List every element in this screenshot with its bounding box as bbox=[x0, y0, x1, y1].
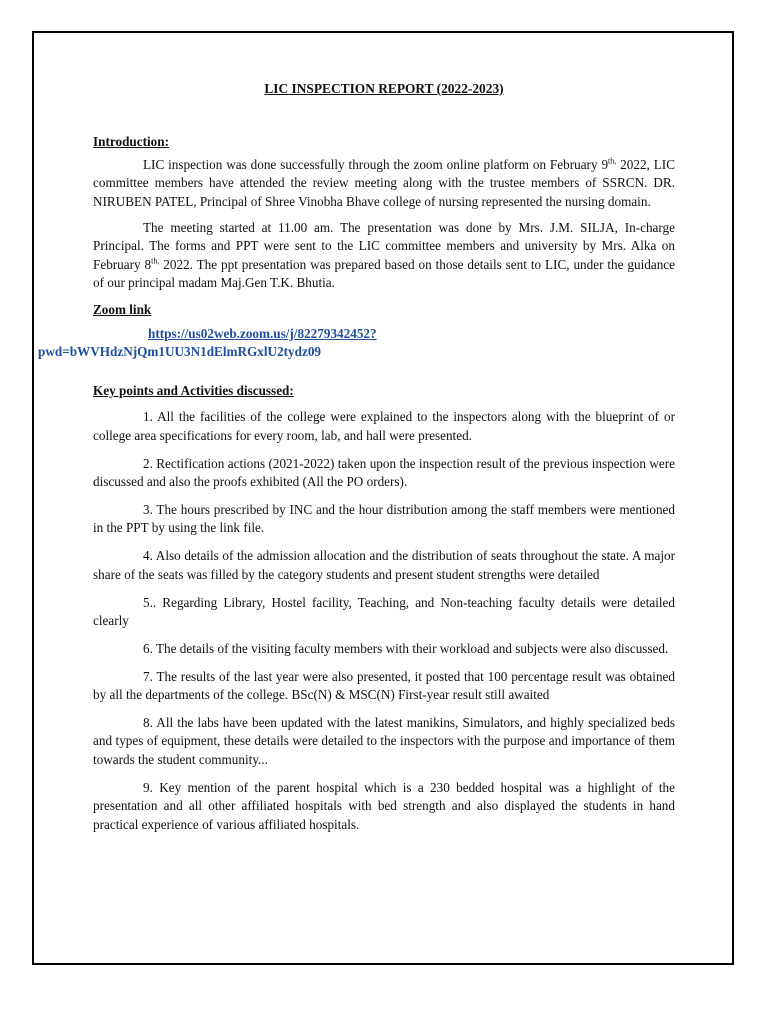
zoom-link-line-1: https://us02web.zoom.us/j/82279342452? bbox=[148, 326, 377, 342]
intro-p2-text-b: 2022. The ppt presentation was prepared based on those details sent to LIC, under the guidance of our principal madam Maj.Gen T.K. Bhutia. bbox=[93, 256, 675, 291]
intro-paragraph-1 bbox=[93, 156, 675, 211]
key-point-item: 9. Key mention of the parent hospital which is a 230 bedded hospital was a highlight of the presentation and all other affiliated hospitals with bed strength and also displayed the students in hand practical experience of various affiliated hospitals. bbox=[93, 779, 675, 832]
key-point-item: 7. The results of the last year were also presented, it posted that 100 percentage result was obtained by all the departments of the college. BSc(N) & MSC(N) First-year result still awaited bbox=[93, 668, 675, 703]
zoom-meeting-link[interactable] bbox=[38, 325, 675, 362]
key-point-item: 2. Rectification actions (2021-2022) taken upon the inspection result of the previous inspection were discussed and also the proofs exhibited (All the PO orders). bbox=[93, 455, 675, 489]
key-points-heading: Key points and Activities discussed: bbox=[93, 382, 294, 398]
key-point-item: 1. All the facilities of the college were explained to the inspectors along with the blueprint of or college area specifications for every room, lab, and hall were presented. bbox=[93, 409, 675, 443]
key-point-item: 4. Also details of the admission allocation and the distribution of seats throughout the state. A major share of the seats was filled by the category students and present student strengths were detailed bbox=[93, 548, 675, 582]
intro-p1-text-a: LIC inspection was done successfully through the zoom online platform on February 9 bbox=[143, 156, 609, 172]
key-point-item: 3. The hours prescribed by INC and the hour distribution among the staff members were mentioned in the PPT by using the link file. bbox=[93, 501, 675, 536]
zoom-link-heading: Zoom link bbox=[93, 301, 152, 317]
key-point-item: 6. The details of the visiting faculty members with their workload and subjects were also discussed. bbox=[143, 640, 669, 656]
key-point-item: 8. All the labs have been updated with the latest manikins, Simulators, and highly specialized beds and types of equipment, these details were detailed to the inspectors with the purpose and importance of them towards the student community... bbox=[93, 715, 675, 767]
intro-paragraph-2 bbox=[93, 219, 675, 293]
introduction-heading: Introduction: bbox=[93, 134, 169, 150]
document-body bbox=[38, 80, 675, 844]
intro-p1-text-b: 2022, LIC committee members have attended the review meeting along with the trustee members of SSRCN. DR. NIRUBEN PATEL, Principal of Shree Vinobha Bhave college of nursing represented the nursing domain. bbox=[93, 156, 675, 209]
zoom-link-line-2: pwd=bWVHdzNjQm1UU3N1dElmRGxlU2tydz09 bbox=[38, 344, 322, 360]
key-point-item: 5.. Regarding Library, Hostel facility, Teaching, and Non-teaching faculty details were detailed clearly bbox=[93, 594, 675, 628]
intro-p2-text-a: The meeting started at 11.00 am. The presentation was done by Mrs. J.M. SILJA, In-charge Principal. The forms and PPT were sent to the LIC committee members and university by Mrs. Alka on February 8 bbox=[93, 220, 675, 272]
report-title: LIC INSPECTION REPORT (2022-2023) bbox=[264, 81, 504, 96]
intro-p1-superscript: th, bbox=[608, 156, 617, 166]
intro-p2-superscript: th, bbox=[151, 256, 160, 266]
